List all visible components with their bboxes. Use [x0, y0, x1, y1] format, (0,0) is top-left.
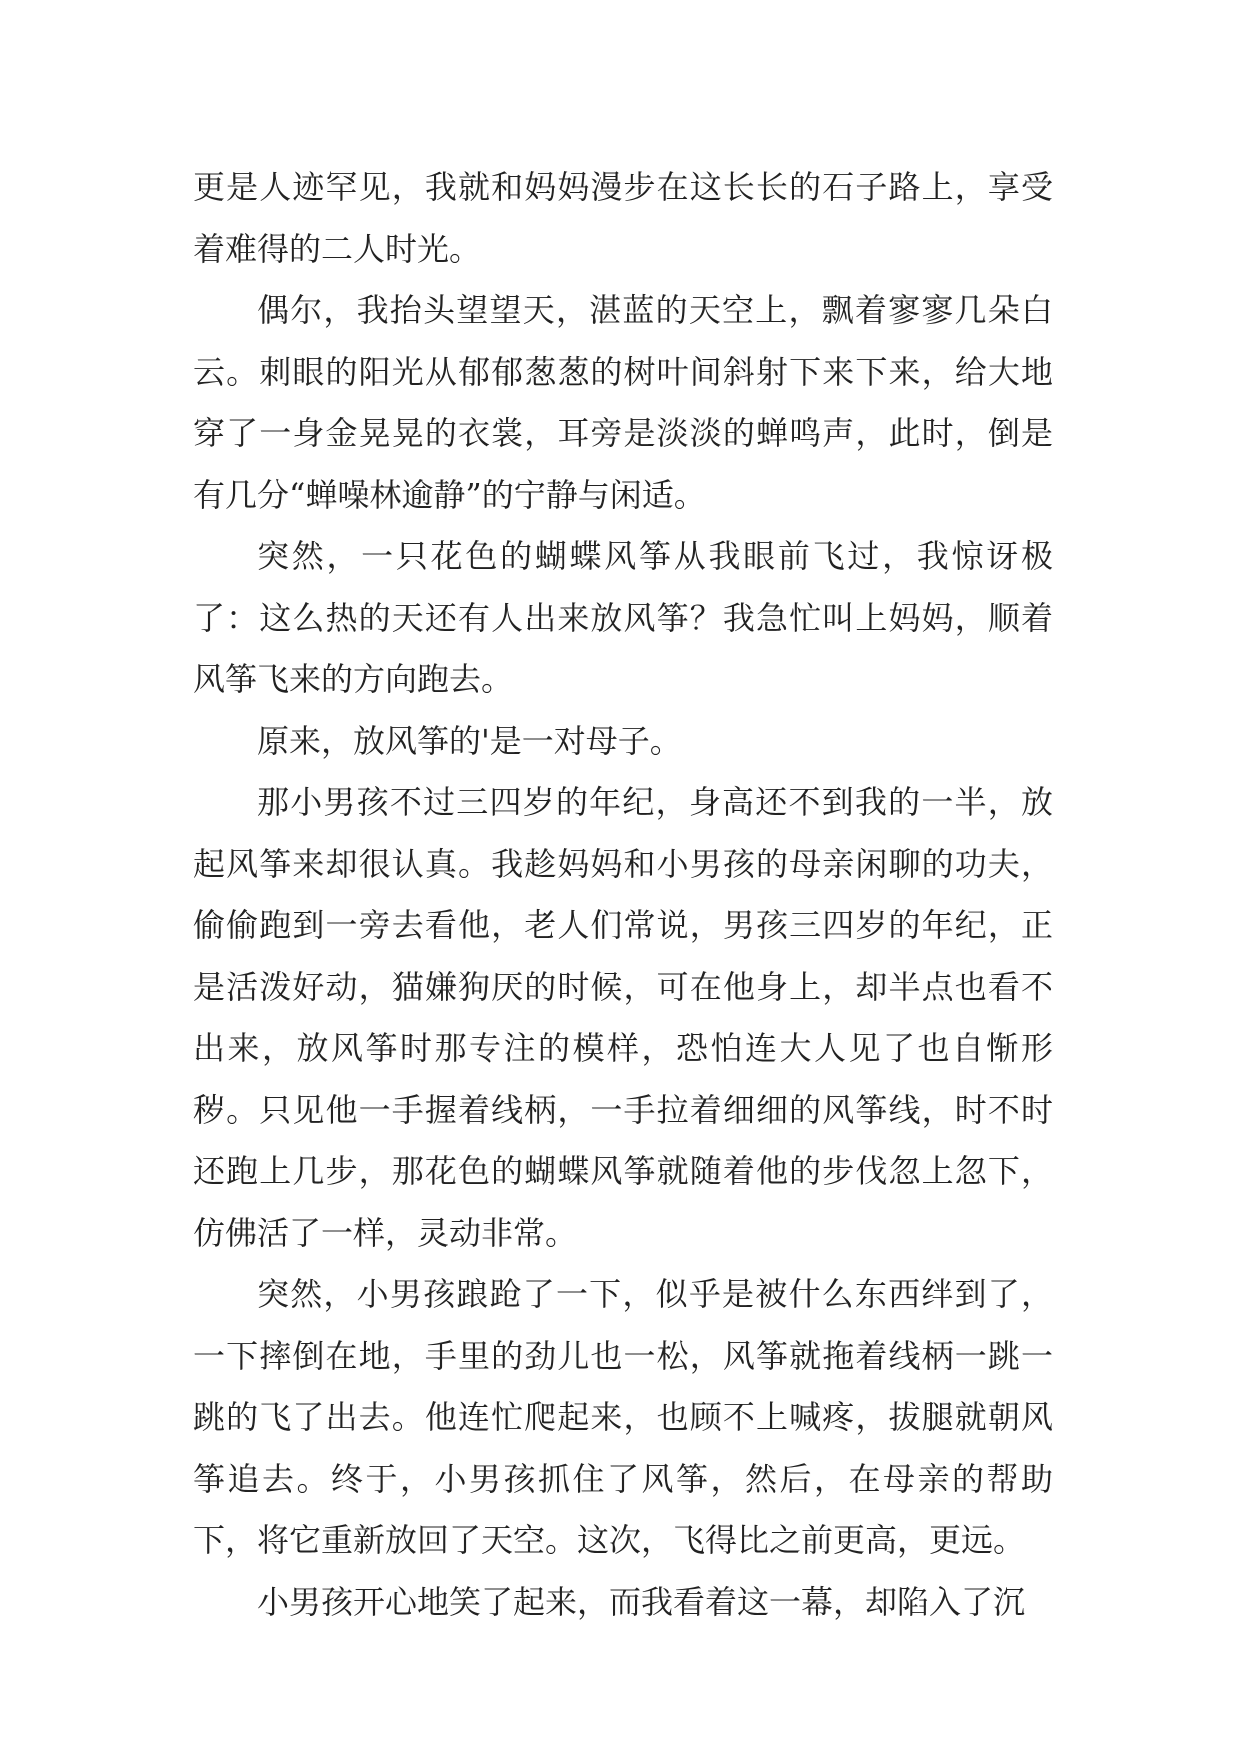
paragraph-5: 那小男孩不过三四岁的年纪，身高还不到我的一半，放起风筝来却很认真。我趁妈妈和小男孩的母亲闲聊的功夫，偷偷跑到一旁去看他，老人们常说，男孩三四岁的年纪，正是活泼好动，猫嫌狗厌的时候，可在他身上，却半点也看不出来，放风筝时那专注的模样，恐怕连大人见了也自惭形秽。只见他一手握着线柄，一手拉着细细的风筝线，时不时还跑上几步，那花色的蝴蝶风筝就随着他的步伐忽上忽下，仿佛活了一样，灵动非常。: [193, 783, 1053, 1252]
paragraph-4: 原来，放风筝的'是一对母子。: [257, 721, 682, 760]
body-text: [193, 157, 1053, 1633]
paragraph-3: 突然，一只花色的蝴蝶风筝从我眼前飞过，我惊讶极了：这么热的天还有人出来放风筝？我急忙叫上妈妈，顺着风筝飞来的方向跑去。: [193, 537, 1053, 698]
paragraph-1: 更是人迹罕见，我就和妈妈漫步在这长长的石子路上，享受着难得的二人时光。: [193, 168, 1053, 268]
paragraph-7: 小男孩开心地笑了起来，而我看着这一幕，却陷入了沉: [257, 1582, 1026, 1621]
paragraph-6: 突然，小男孩踉跄了一下，似乎是被什么东西绊到了，一下摔倒在地，手里的劲儿也一松，风筝就拖着线柄一跳一跳的飞了出去。他连忙爬起来，也顾不上喊疼，拔腿就朝风筝追去。终于，小男孩抓住了风筝，然后，在母亲的帮助下，将它重新放回了天空。这次，飞得比之前更高，更远。: [193, 1275, 1053, 1559]
paragraph-2: 偶尔，我抬头望望天，湛蓝的天空上，飘着寥寥几朵白云。刺眼的阳光从郁郁葱葱的树叶间斜射下来下来，给大地穿了一身金晃晃的衣裳，耳旁是淡淡的蝉鸣声，此时，倒是有几分“蝉噪林逾静”的宁静与闲适。: [193, 291, 1053, 514]
